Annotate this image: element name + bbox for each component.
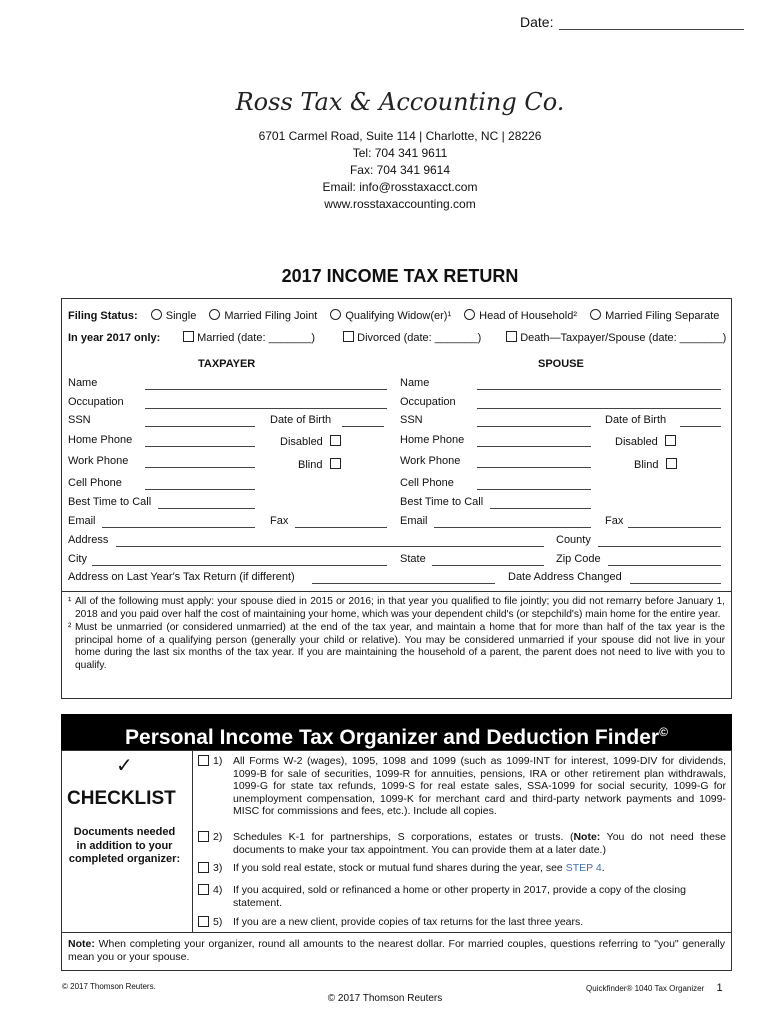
sp-email-line[interactable] bbox=[434, 516, 591, 528]
sp-email-field[interactable]: Email bbox=[400, 515, 428, 527]
last-address-field[interactable]: Address on Last Year's Tax Return (if different) bbox=[68, 571, 295, 583]
company-address: 6701 Carmel Road, Suite 114 | Charlotte, NC | 28226 bbox=[258, 129, 542, 143]
radio-icon[interactable] bbox=[590, 309, 601, 320]
sp-home-phone-line[interactable] bbox=[477, 435, 591, 447]
organizer-banner: Personal Income Tax Organizer and Deduction Finder© bbox=[61, 714, 732, 750]
checkbox-icon[interactable] bbox=[330, 435, 341, 446]
tp-home-phone-line[interactable] bbox=[145, 435, 255, 447]
checklist-divider bbox=[192, 750, 193, 933]
tp-email-line[interactable] bbox=[102, 516, 255, 528]
checklist-title: CHECKLIST bbox=[67, 788, 176, 809]
checkbox-icon[interactable] bbox=[198, 862, 209, 873]
checkbox-icon[interactable] bbox=[198, 755, 209, 766]
tp-occupation-field[interactable]: Occupation bbox=[68, 396, 124, 408]
filing-married-separate[interactable]: Married Filing Separate bbox=[590, 310, 719, 322]
filing-status-label: Filing Status: bbox=[68, 310, 138, 322]
sp-cell-phone-line[interactable] bbox=[477, 478, 591, 490]
company-contact bbox=[0, 128, 770, 213]
sp-disabled-field[interactable]: Disabled bbox=[615, 435, 679, 448]
checkbox-icon[interactable] bbox=[330, 458, 341, 469]
checkbox-icon[interactable] bbox=[506, 331, 517, 342]
tp-home-phone-field[interactable]: Home Phone bbox=[68, 434, 133, 446]
tp-occupation-line[interactable] bbox=[145, 397, 387, 409]
company-name: Ross Tax & Accounting Co. bbox=[235, 88, 565, 116]
checkmark-icon: ✓ bbox=[116, 753, 133, 777]
sp-blind-field[interactable]: Blind bbox=[634, 458, 680, 471]
address-field[interactable]: Address bbox=[68, 534, 109, 546]
sp-ssn-field[interactable]: SSN bbox=[400, 414, 423, 426]
checklist-item-3[interactable]: 3) If you sold real estate, stock or mutual fund shares during the year, see STEP 4. bbox=[198, 862, 726, 875]
footnotes-box bbox=[61, 592, 732, 699]
filing-single[interactable]: Single bbox=[151, 310, 197, 322]
checklist-item-1[interactable]: 1) All Forms W-2 (wages), 1095, 1098 and 1099 (such as 1099-INT for interest, 1099-DIV for dividends, 1099-B for sale of securities, 1099-R for annuities, pensions, IRA or other retirement plan withdrawals, 1099-G for state tax refunds, 1099-S for real estate sales, SSA-1099 for social security, 1099-G for unemployment compensation, 1099-K for merchant card and third-party network payments and 1099-MISC for commissions and fees, etc.). Include all copies. bbox=[198, 755, 726, 818]
sp-name-field[interactable]: Name bbox=[400, 377, 430, 389]
tp-fax-field[interactable]: Fax bbox=[270, 515, 289, 527]
checklist-item-4[interactable]: 4) If you acquired, sold or refinanced a home or other property in 2017, provide a copy of the closing statement. bbox=[198, 884, 726, 909]
tp-email-field[interactable]: Email bbox=[68, 515, 96, 527]
tp-name-field[interactable]: Name bbox=[68, 377, 98, 389]
footnote-2: ² Must be unmarried (or considered unmarried) at the end of the tax year, and maintain a home that for more than half of the tax year is the principal home of a qualifying person (generally your child or relative). You may be considered unmarried if your spouse did not live in your home during the last six months of the tax year. If you are maintaining the household of a parent, the parent does not need to live with you to qualify. bbox=[68, 622, 725, 671]
year-status-row bbox=[68, 331, 726, 344]
county-line[interactable] bbox=[598, 535, 721, 547]
sp-cell-phone-field[interactable]: Cell Phone bbox=[400, 477, 454, 489]
filing-head-household[interactable]: Head of Household² bbox=[464, 310, 577, 322]
tp-best-time-line[interactable] bbox=[158, 497, 255, 509]
sp-fax-line[interactable] bbox=[628, 516, 721, 528]
tp-work-phone-field[interactable]: Work Phone bbox=[68, 455, 129, 467]
checklist-item-2-text: Schedules K-1 for partnerships, S corporations, estates or trusts. (Note: You do not need these documents to make your tax appointment. You can provide them at a later date.) bbox=[233, 831, 727, 856]
tp-cell-phone-line[interactable] bbox=[145, 478, 255, 490]
sp-occupation-field[interactable]: Occupation bbox=[400, 396, 456, 408]
checkbox-icon[interactable] bbox=[343, 331, 354, 342]
city-field[interactable]: City bbox=[68, 553, 87, 565]
date-changed-field[interactable]: Date Address Changed bbox=[508, 571, 622, 583]
filing-status-row bbox=[68, 309, 719, 322]
checkbox-icon[interactable] bbox=[198, 884, 209, 895]
footnote-1: ¹ All of the following must apply: your spouse died in 2015 or 2016; in that year you qualified to file jointly; you did not remarry before January 1, 2018 and you paid over half the cost of maintaining your home, which was your dependent child's (or stepchild's) main home for the entire year. bbox=[68, 596, 725, 620]
step-4-link[interactable]: STEP 4 bbox=[565, 862, 602, 874]
year-status-label: In year 2017 only: bbox=[68, 332, 161, 344]
note-text: When completing your organizer, round all amounts to the nearest dollar. For married couples, questions referring to "you" generally mean you or your spouse. bbox=[68, 938, 725, 963]
city-line[interactable] bbox=[92, 554, 387, 566]
date-field[interactable] bbox=[520, 14, 744, 30]
zip-field[interactable]: Zip Code bbox=[556, 553, 601, 565]
checklist-subtitle: Documents needed in addition to your completed organizer: bbox=[68, 826, 181, 865]
year-married[interactable]: Married (date: _______) bbox=[183, 331, 340, 344]
checkbox-icon[interactable] bbox=[665, 435, 676, 446]
radio-icon[interactable] bbox=[464, 309, 475, 320]
last-address-line[interactable] bbox=[312, 572, 495, 584]
sp-dob-line[interactable] bbox=[680, 415, 721, 427]
year-death[interactable]: Death—Taxpayer/Spouse (date: _______) bbox=[506, 332, 726, 344]
company-fax: Fax: 704 341 9614 bbox=[349, 163, 451, 177]
checkbox-icon[interactable] bbox=[183, 331, 194, 342]
company-tel: Tel: 704 341 9611 bbox=[352, 146, 448, 160]
sp-occupation-line[interactable] bbox=[477, 397, 721, 409]
company-email: Email: info@rosstaxacct.com bbox=[322, 180, 478, 194]
sp-work-phone-field[interactable]: Work Phone bbox=[400, 455, 461, 467]
tp-ssn-field[interactable]: SSN bbox=[68, 414, 91, 426]
year-divorced[interactable]: Divorced (date: _______) bbox=[343, 331, 503, 344]
spouse-header: SPOUSE bbox=[538, 358, 584, 370]
tp-disabled-field[interactable]: Disabled bbox=[280, 435, 344, 448]
company-web: www.rosstaxaccounting.com bbox=[324, 197, 476, 211]
banner-copyright-mark: © bbox=[659, 725, 668, 739]
checklist-item-3-text: If you sold real estate, stock or mutual fund shares during the year, see STEP 4. bbox=[233, 862, 605, 874]
sp-dob-field[interactable]: Date of Birth bbox=[605, 414, 667, 426]
date-label: Date: bbox=[520, 14, 554, 30]
tp-dob-line[interactable] bbox=[342, 415, 384, 427]
zip-line[interactable] bbox=[608, 554, 721, 566]
form-title: 2017 INCOME TAX RETURN bbox=[281, 266, 519, 286]
date-line[interactable] bbox=[559, 18, 744, 30]
radio-icon[interactable] bbox=[151, 309, 162, 320]
tp-dob-field[interactable]: Date of Birth bbox=[270, 414, 332, 426]
tp-work-phone-line[interactable] bbox=[145, 456, 255, 468]
tp-cell-phone-field[interactable]: Cell Phone bbox=[68, 477, 122, 489]
checkbox-icon[interactable] bbox=[198, 916, 209, 927]
checklist-item-5[interactable]: 5) If you are a new client, provide copies of tax returns for the last three years. bbox=[198, 916, 726, 929]
sp-best-time-field[interactable]: Best Time to Call bbox=[400, 496, 484, 508]
sp-fax-field[interactable]: Fax bbox=[605, 515, 624, 527]
filing-married-joint[interactable]: Married Filing Joint bbox=[209, 310, 317, 322]
sp-work-phone-line[interactable] bbox=[477, 456, 591, 468]
tp-blind-field[interactable]: Blind bbox=[298, 458, 344, 471]
taxpayer-header: TAXPAYER bbox=[198, 358, 256, 370]
sp-best-time-line[interactable] bbox=[490, 497, 591, 509]
state-field[interactable]: State bbox=[400, 553, 426, 565]
footer-copyright-left: © 2017 Thomson Reuters. bbox=[62, 982, 156, 991]
sp-ssn-line[interactable] bbox=[477, 415, 591, 427]
sp-name-line[interactable] bbox=[477, 378, 721, 390]
state-line[interactable] bbox=[432, 554, 544, 566]
sp-home-phone-field[interactable]: Home Phone bbox=[400, 434, 465, 446]
page-number: 1 bbox=[716, 982, 723, 994]
checkbox-icon[interactable] bbox=[198, 831, 209, 842]
footer-copyright-center: © 2017 Thomson Reuters bbox=[327, 993, 443, 1004]
tp-fax-line[interactable] bbox=[295, 516, 387, 528]
note-box bbox=[61, 933, 732, 971]
filing-qualifying-widow[interactable]: Qualifying Widow(er)¹ bbox=[330, 310, 451, 322]
checkbox-icon[interactable] bbox=[666, 458, 677, 469]
checklist-item-2[interactable]: 2) Schedules K-1 for partnerships, S corporations, estates or trusts. (Note: You do not need these documents to make your tax appointment. You can provide them at a later date.) bbox=[198, 831, 726, 856]
date-changed-line[interactable] bbox=[630, 572, 721, 584]
address-line[interactable] bbox=[116, 535, 544, 547]
radio-icon[interactable] bbox=[209, 309, 220, 320]
county-field[interactable]: County bbox=[556, 534, 591, 546]
tp-ssn-line[interactable] bbox=[145, 415, 255, 427]
note-label: Note: bbox=[68, 938, 95, 950]
tp-name-line[interactable] bbox=[145, 378, 387, 390]
radio-icon[interactable] bbox=[330, 309, 341, 320]
footer-product: Quickfinder® 1040 Tax Organizer 1 bbox=[586, 982, 723, 994]
tp-best-time-field[interactable]: Best Time to Call bbox=[68, 496, 152, 508]
